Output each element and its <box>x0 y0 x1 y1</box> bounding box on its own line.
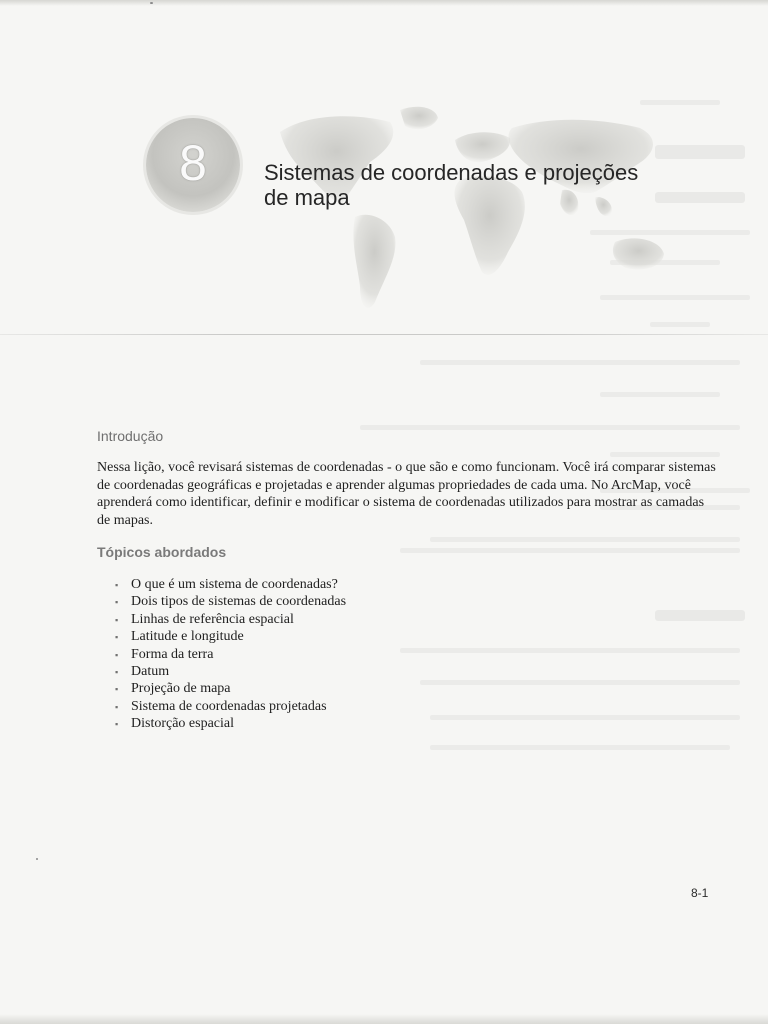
scan-speck <box>150 2 153 4</box>
bullet-icon: ▪ <box>115 580 119 590</box>
topic-label: Sistema de coordenadas projetadas <box>131 698 327 714</box>
world-map-illustration <box>250 92 690 332</box>
list-item <box>115 663 346 680</box>
list-item <box>115 680 346 697</box>
topics-list <box>115 576 346 733</box>
topics-heading: Tópicos abordados <box>97 544 227 560</box>
chapter-number-circle <box>146 118 240 212</box>
header-divider <box>0 334 768 335</box>
list-item <box>115 646 346 663</box>
topic-label: Distorção espacial <box>131 716 235 732</box>
topic-label: Forma da terra <box>131 646 214 662</box>
list-item <box>115 593 346 610</box>
scan-edge-top <box>0 0 768 6</box>
topic-label: Latitude e longitude <box>131 629 244 645</box>
scan-speck <box>36 858 38 860</box>
bullet-icon: ▪ <box>115 684 119 695</box>
list-item <box>115 698 346 715</box>
topic-label: Dois tipos de sistemas de coordenadas <box>131 594 347 610</box>
topic-label: Linhas de referência espacial <box>131 611 294 627</box>
bullet-icon: ▪ <box>115 719 119 730</box>
topic-label: Projeção de mapa <box>131 681 231 697</box>
introduction-heading: Introdução <box>97 428 164 444</box>
bullet-icon: ▪ <box>115 614 119 625</box>
bullet-icon: ▪ <box>115 701 119 712</box>
list-item <box>115 611 346 628</box>
list-item <box>115 628 346 645</box>
list-item <box>115 715 346 732</box>
page-number: 8-1 <box>691 886 709 900</box>
bullet-icon: ▪ <box>115 667 119 678</box>
bullet-icon: ▪ <box>115 649 119 660</box>
bullet-icon: ▪ <box>115 597 119 608</box>
list-item <box>115 576 346 593</box>
introduction-paragraph: Nessa lição, você revisará sistemas de coordenadas - o que são e como funcionam. Você irá comparar sistemas de coordenadas geográficas e projetadas e aprender algumas propriedades de cada uma. No ArcMap, você aprenderá como identificar, definir e modificar o sistema de coordenadas utilizados para mostrar as camadas de mapas. <box>97 460 716 528</box>
chapter-title: Sistemas de coordenadas e projeções de mapa <box>264 160 639 210</box>
topic-label: O que é um sistema de coordenadas? <box>131 577 338 592</box>
topic-label: Datum <box>131 664 170 680</box>
scan-edge-bottom <box>0 1014 768 1024</box>
bullet-icon: ▪ <box>115 632 119 643</box>
chapter-number: 8 <box>179 135 207 191</box>
